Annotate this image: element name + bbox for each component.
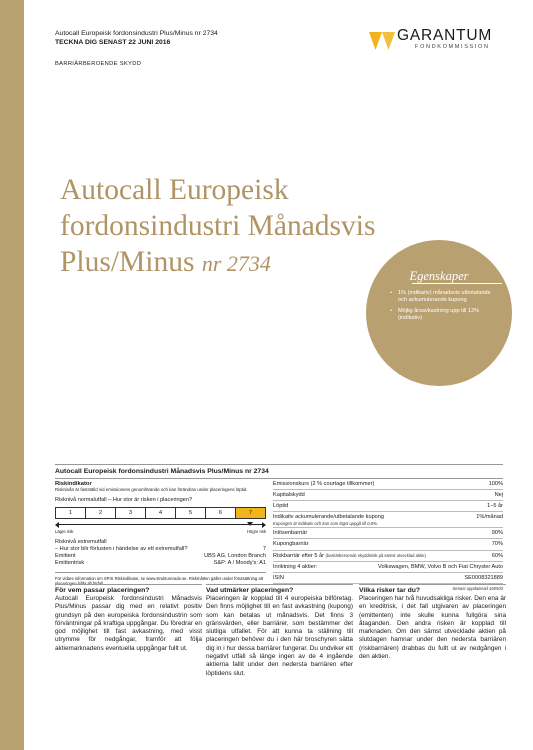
updated-note: Senast uppdaterad 160503 (452, 585, 503, 591)
title-number: nr 2734 (201, 251, 271, 276)
issuer-value: UBS AG, London Branch (204, 552, 266, 559)
logo-subtitle: FONDKOMMISSION (415, 44, 490, 50)
issuer-risk-value: S&P: A / Moody's: A1 (213, 559, 266, 566)
risk-scale (55, 507, 266, 519)
risk-title: Riskindikator (55, 481, 92, 487)
terms-value: 1%/månad (476, 514, 503, 521)
info-heading: Autocall Europeisk fordonsindustri Månadsvis Plus/Minus nr 2734 (55, 464, 503, 479)
terms-row (273, 551, 503, 562)
terms-label: Inriktning 4 aktier: (273, 563, 318, 570)
title-line-3 (60, 244, 375, 282)
features-list (390, 290, 494, 326)
column-heading: Vilka risker tar du? (359, 584, 506, 594)
page-title (60, 172, 375, 282)
terms-value: 1–5 år (487, 503, 503, 510)
terms-row (273, 479, 503, 490)
risk-extreme-title: Risknivå extremutfall (55, 538, 107, 545)
risk-footnote: För vidare information om SPIS Riskindikator, se www.strukturerade.se. Riskmåtten gäller under förutsättning att placeringen hålls till förfall. (55, 572, 266, 587)
terms-value: Nej (494, 492, 503, 499)
risk-scale-labels (55, 529, 266, 534)
terms-label: Kupongbarriär (273, 541, 309, 548)
terms-label-note: (barriärberoende skyddsrisk på sämst utvecklad aktie) (325, 552, 426, 558)
info-box (55, 464, 503, 479)
column-who (55, 584, 202, 653)
logo-name: GARANTUM (397, 27, 493, 44)
feature-item: • 1% (indikativ) månadsvis utbetalande och ackumulerande kupong (390, 290, 494, 305)
terms-row (273, 528, 503, 539)
issuer-risk-row (55, 560, 266, 567)
terms-row (273, 539, 503, 550)
terms-label-sub: Kupongen är indikativ och kan som lägst uppgå till 0,8%. (273, 520, 378, 526)
feature-item: • Möjlig årsavkastning upp till 12% (indikativ) (390, 308, 494, 323)
document-header (55, 29, 218, 69)
risk-level: 3 (116, 508, 146, 518)
risk-question: Risknivå normalutfall – Hur stor är risken i placeringen? (55, 496, 193, 503)
terms-value: 100% (488, 481, 503, 487)
risk-panel (55, 481, 266, 586)
terms-row (273, 562, 503, 573)
column-heading: Vad utmärker placeringen? (206, 584, 353, 594)
risk-level: 5 (176, 508, 206, 518)
risk-extreme-value: 7 (262, 545, 266, 552)
risk-level: 2 (86, 508, 116, 518)
title-line-1: Autocall Europeisk (60, 174, 289, 206)
risk-extreme-row (55, 546, 266, 553)
terms-label-text: Riskbarriär efter 5 år (273, 552, 324, 559)
column-risks (359, 584, 506, 661)
terms-row (273, 512, 503, 528)
issuer-risk-label: Emittentrisk (55, 559, 85, 566)
risk-extreme (55, 539, 266, 553)
header-protection-type: BARRIÄRBEROENDE SKYDD (55, 61, 142, 67)
column-text: Placeringen har två huvudsakliga risker. Den ena är en kreditrisk, i det fall utgivaren av placeringen (emittenten) inte skulle kunna fullgöra sina åtaganden. Den andra risken är kopplad till marknaden. Om den sämst utvecklade aktien på slutdagen hamnar under den nedersta barriären (riskbarriären) drabbas du fullt ut av nedgången i den aktien. (359, 595, 506, 661)
terms-table (273, 479, 503, 591)
column-heading: För vem passar placeringen? (55, 584, 202, 594)
risk-high-label: Högre risk (246, 528, 266, 534)
issuer-label: Emittent (55, 552, 76, 559)
gold-side-bar (0, 0, 24, 750)
features-heading: Egenskaper (409, 269, 469, 283)
risk-level: 6 (206, 508, 236, 518)
column-text: Autocall Europeisk fordonsindustri Månadsvis Plus/Minus passar dig med en relativt positiv grundsyn på den europeiska fordonsindustrin som förväntningar på kraftiga uppgångar. Du föredrar en god möjlighet till fast avkastning, med visst utrymme för nedgångar, framför att följa aktiemarknadens eventuella uppgångar fullt ut. (55, 595, 202, 652)
risk-arrow-icon (55, 522, 266, 528)
terms-label: Löptid (273, 503, 289, 510)
garantum-logo-icon (369, 26, 395, 52)
terms-value: Volkswagen, BMW, Volvo B och Fiat Chrysler Auto (378, 563, 503, 570)
features-divider (412, 283, 502, 284)
garantum-logo (369, 26, 509, 56)
terms-label (273, 553, 426, 560)
terms-row (273, 490, 503, 501)
header-product-name: Autocall Europeisk fordonsindustri Plus/Minus nr 2734 (55, 30, 218, 37)
column-text: Placeringen är kopplad till 4 europeiska bilföretag. Den finns möjlighet till en fast avkastning (kupong) som kan betalas ut månadsvis. Det finns 3 gränsvärden, eller barriärer, som bestämmer det slutliga utfallet. För att kunna ta ställning till placeringen behöver du i den här broschyren sätta dig in i hur dessa barriärer fungerar. Du undviker ett negativt utfall så länge ingen av de 4 ingående aktierna fallit under den nedersta barriären efter löptidens slut. (206, 595, 353, 677)
risk-level-selected: 7 (236, 508, 265, 518)
terms-label (273, 514, 384, 526)
terms-value: 70% (491, 541, 503, 548)
risk-level: 4 (146, 508, 176, 518)
risk-level: 1 (56, 508, 86, 518)
column-features (206, 584, 353, 678)
terms-label: ISIN (273, 574, 284, 581)
risk-description: Risknivån är fastställd vid emissionens genomförande och kan förändras under placeringens löptid. (55, 487, 248, 492)
risk-extreme-question: – Hur stor blir förlusten i händelse av ett extremutfall? (55, 545, 188, 552)
terms-row (273, 501, 503, 512)
terms-value: 90% (491, 530, 503, 537)
terms-label-text: Indikativ ackumulerande/utbetalande kupong (273, 514, 385, 521)
terms-label: Kapitalskydd (273, 492, 305, 499)
title-line-3-main: Plus/Minus (60, 246, 195, 278)
terms-row (273, 573, 503, 584)
terms-value: SE0008321889 (464, 574, 503, 581)
features-badge (366, 240, 512, 386)
terms-label: Inlösenbarriär (273, 530, 308, 537)
terms-label: Emissionskurs (2 % courtage tillkommer) (273, 481, 375, 487)
header-deadline: TECKNA DIG SENAST 22 JUNI 2016 (55, 39, 171, 46)
risk-low-label: Lägre risk (55, 528, 74, 534)
issuer-row (55, 553, 266, 560)
terms-value: 60% (491, 552, 503, 559)
title-line-2: fordonsindustri Månadsvis (60, 210, 376, 242)
